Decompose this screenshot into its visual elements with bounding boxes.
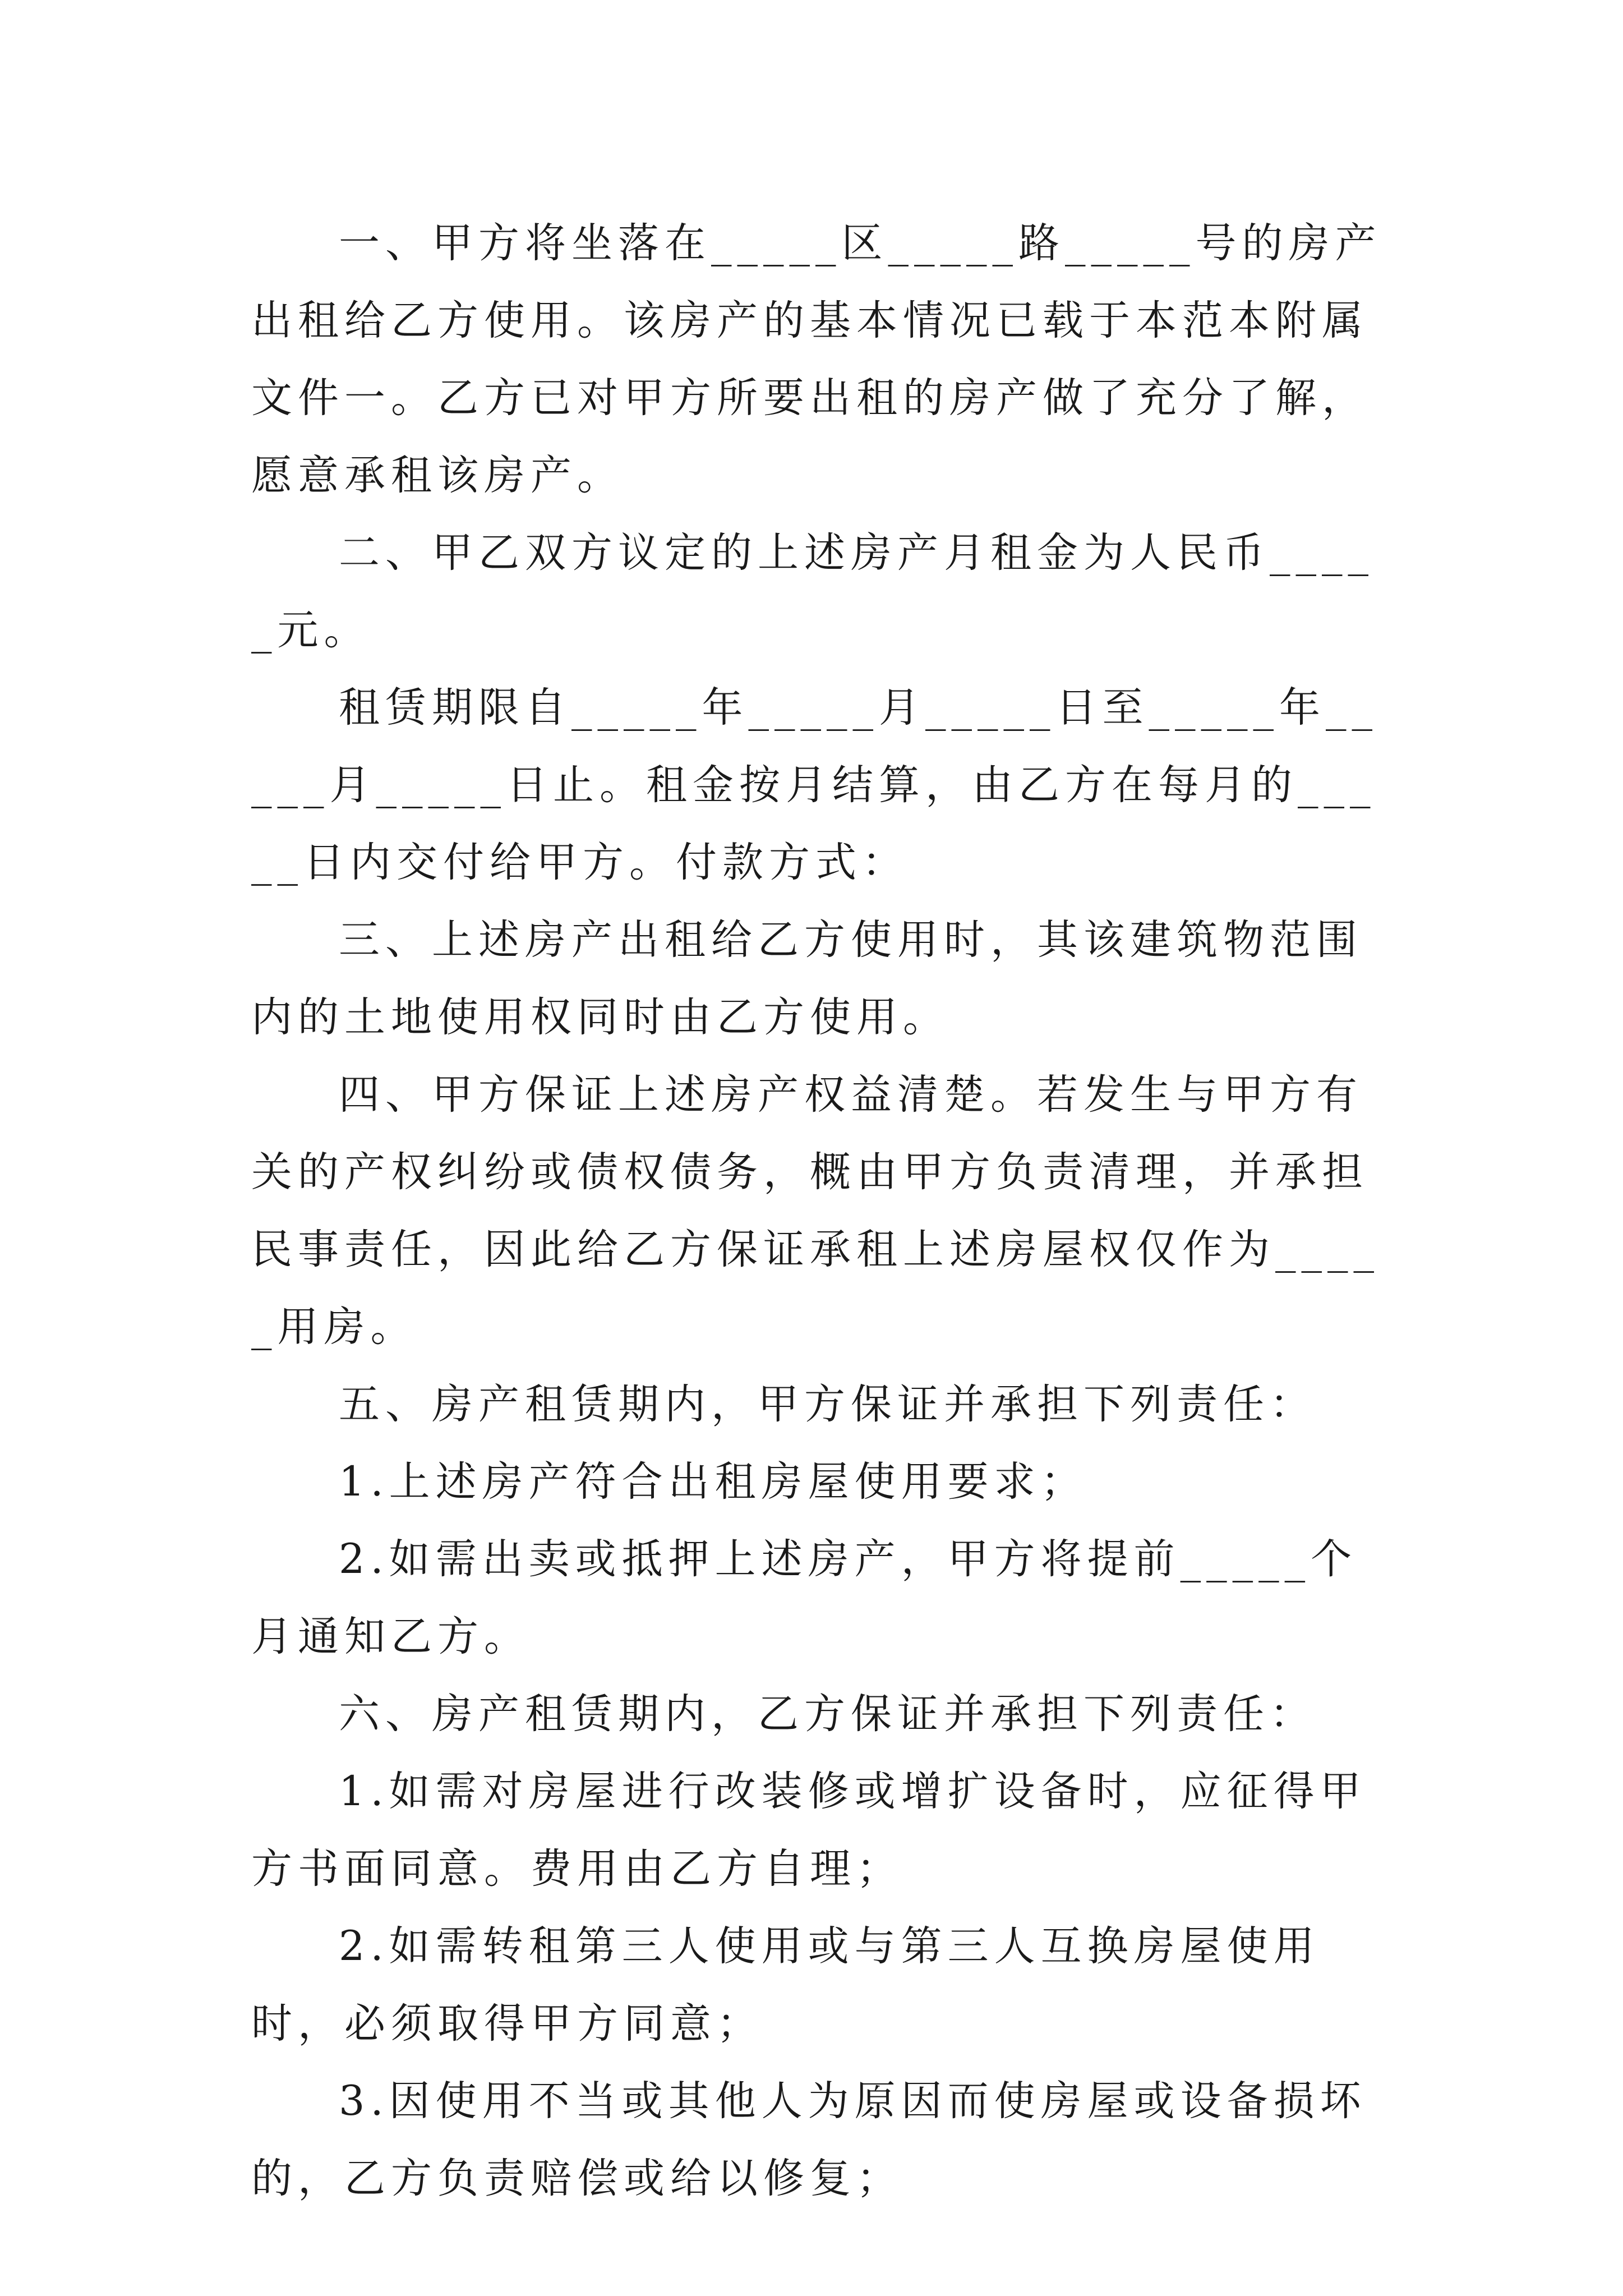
paragraph-clause-5-item-1: 1.上述房产符合出租房屋使用要求； bbox=[339, 1458, 1087, 1506]
paragraph-clause-5: 五、房产租赁期内，甲方保证并承担下列责任： bbox=[339, 1381, 1316, 1428]
paragraph-clause-3: 三、上述房产出租给乙方使用时，其该建筑物范围内的土地使用权同时由乙方使用。 bbox=[251, 916, 1363, 1041]
paragraph-clause-6-item-3: 3.因使用不当或其他人为原因而使房屋或设备损坏的，乙方负责赔偿或给以修复； bbox=[251, 2077, 1367, 2202]
paragraph-clause-2: 二、甲乙双方议定的上述房产月租金为人民币_____元。 bbox=[251, 529, 1374, 654]
paragraph-clause-4: 四、甲方保证上述房产权益清楚。若发生与甲方有关的产权纠纷或债权债务，概由甲方负责清理，并承担民事责任，因此给乙方保证承租上述房屋权仅作为_____用房。 bbox=[251, 1071, 1380, 1351]
paragraph-clause-6-item-1: 1.如需对房屋进行改装修或增扩设备时，应征得甲方书面同意。费用由乙方自理； bbox=[251, 1768, 1367, 1893]
paragraph-clause-6: 六、房产租赁期内，乙方保证并承担下列责任： bbox=[339, 1690, 1316, 1738]
paragraph-clause-6-item-2: 2.如需转租第三人使用或与第三人互换房屋使用时，必须取得甲方同意； bbox=[251, 1922, 1320, 2047]
paragraph-clause-1: 一、甲方将坐落在_____区_____路_____号的房产出租给乙方使用。该房产的基本情况已载于本范本附属文件一。乙方已对甲方所要出租的房产做了充分了解，愿意承租该房产。 bbox=[251, 219, 1382, 499]
paragraph-clause-5-item-2: 2.如需出卖或抵押上述房产，甲方将提前_____个月通知乙方。 bbox=[251, 1535, 1358, 1660]
document-body bbox=[251, 205, 1395, 2217]
paragraph-lease-term: 租赁期限自_____年_____月_____日至_____年_____月_____日止。租金按月结算，由乙方在每月的_____日内交付给甲方。付款方式： bbox=[251, 684, 1378, 886]
